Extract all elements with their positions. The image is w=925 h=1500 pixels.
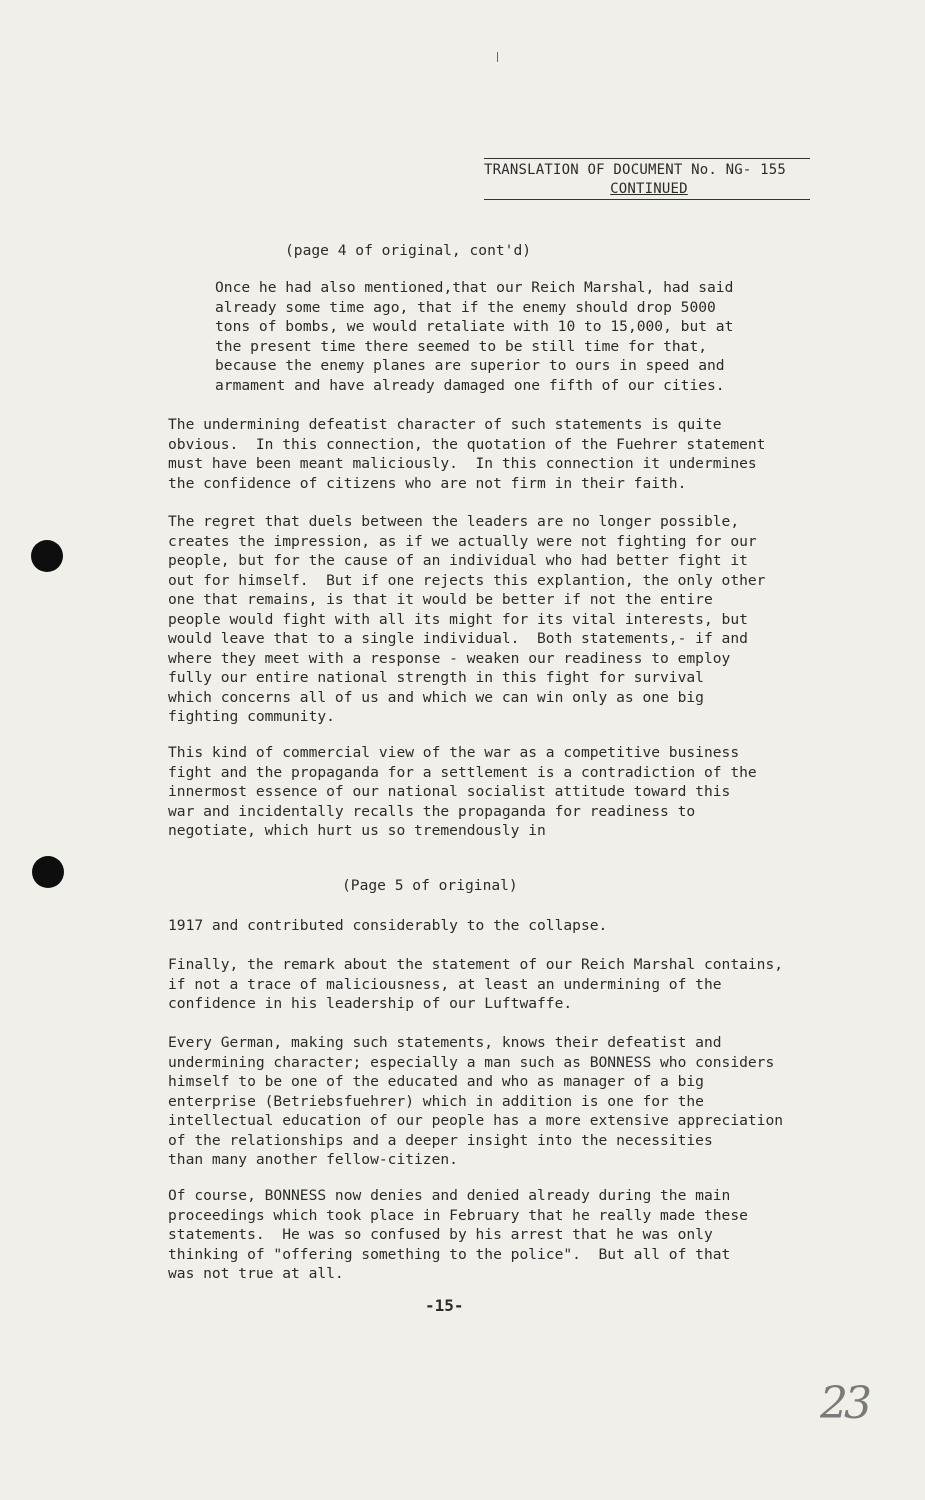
paragraph-every-german: Every German, making such statements, knows their defeatist and undermining character; especially a man such as BONNESS who considers himself to be one of the educated and who as manager of a big enterprise (Betriebsfuehrer) which in addition is one for the intellectual education of our people has a more extensive appreciation of the relationships and a deeper insight into the necessities than many another fellow-citizen. [168, 1034, 784, 1168]
handwritten-page-number: 23 [820, 1378, 868, 1429]
paragraph-reich-marshal: Finally, the remark about the statement of our Reich Marshal contains, if not a trace of maliciousness, at least an undermining of the confidence in his leadership of our Luftwaffe. [168, 956, 784, 1012]
paragraph-1917: 1917 and contributed considerably to the collapse. [168, 917, 608, 934]
paragraph-bonness-denies: Of course, BONNESS now denies and denied already during the main proceedings which took place in February that he really made these statements. He was so confused by his arrest that he was only thinking of "offering something to the police". But all of that was not true at all. [168, 1187, 748, 1282]
document-header [484, 158, 814, 200]
punch-hole-bottom [32, 856, 64, 888]
page-reference-5: (Page 5 of original) [342, 877, 518, 894]
page-reference-4: (page 4 of original, cont'd) [285, 242, 532, 259]
header-bottom-rule [484, 199, 810, 200]
page-number: -15- [425, 1296, 464, 1315]
punch-hole-top [31, 540, 63, 572]
paragraph-duels: The regret that duels between the leaders are no longer possible, creates the impression, as if we actually were not fighting for our people, but for the cause of an individual who had better fight it out for himself. But if one rejects this explantion, the only other one that remains, is that it would be better if not the entire people would fight with all its might for its vital interests, but would leave that to a single individual. Both statements,- if and where they meet with a response - weaken our readiness to employ fully our entire national strength in this fight for survival which concerns all of us and which we can win only as one big fighting community. [168, 513, 766, 725]
header-top-rule [484, 158, 810, 159]
header-title: TRANSLATION OF DOCUMENT No. NG- 155 [484, 162, 787, 178]
header-subtitle: CONTINUED [610, 181, 688, 197]
paragraph-commercial: This kind of commercial view of the war as a competitive business fight and the propaganda for a settlement is a contradiction of the innermost essence of our national socialist attitude toward this war and incidentally recalls the propaganda for readiness to negotiate, which hurt us so tremendously in [168, 744, 757, 839]
paragraph-quote: Once he had also mentioned,that our Reich Marshal, had said already some time ago, that if the enemy should drop 5000 tons of bombs, we would retaliate with 10 to 15,000, but at the present time there seemed to be still time for that, because the enemy planes are superior to ours in speed and armament and have already damaged one fifth of our cities. [215, 279, 734, 394]
paragraph-defeatist: The undermining defeatist character of such statements is quite obvious. In this connection, the quotation of the Fuehrer statement must have been meant maliciously. In this connection it undermines the confidence of citizens who are not firm in their faith. [168, 416, 766, 492]
paper-mark [497, 52, 498, 62]
